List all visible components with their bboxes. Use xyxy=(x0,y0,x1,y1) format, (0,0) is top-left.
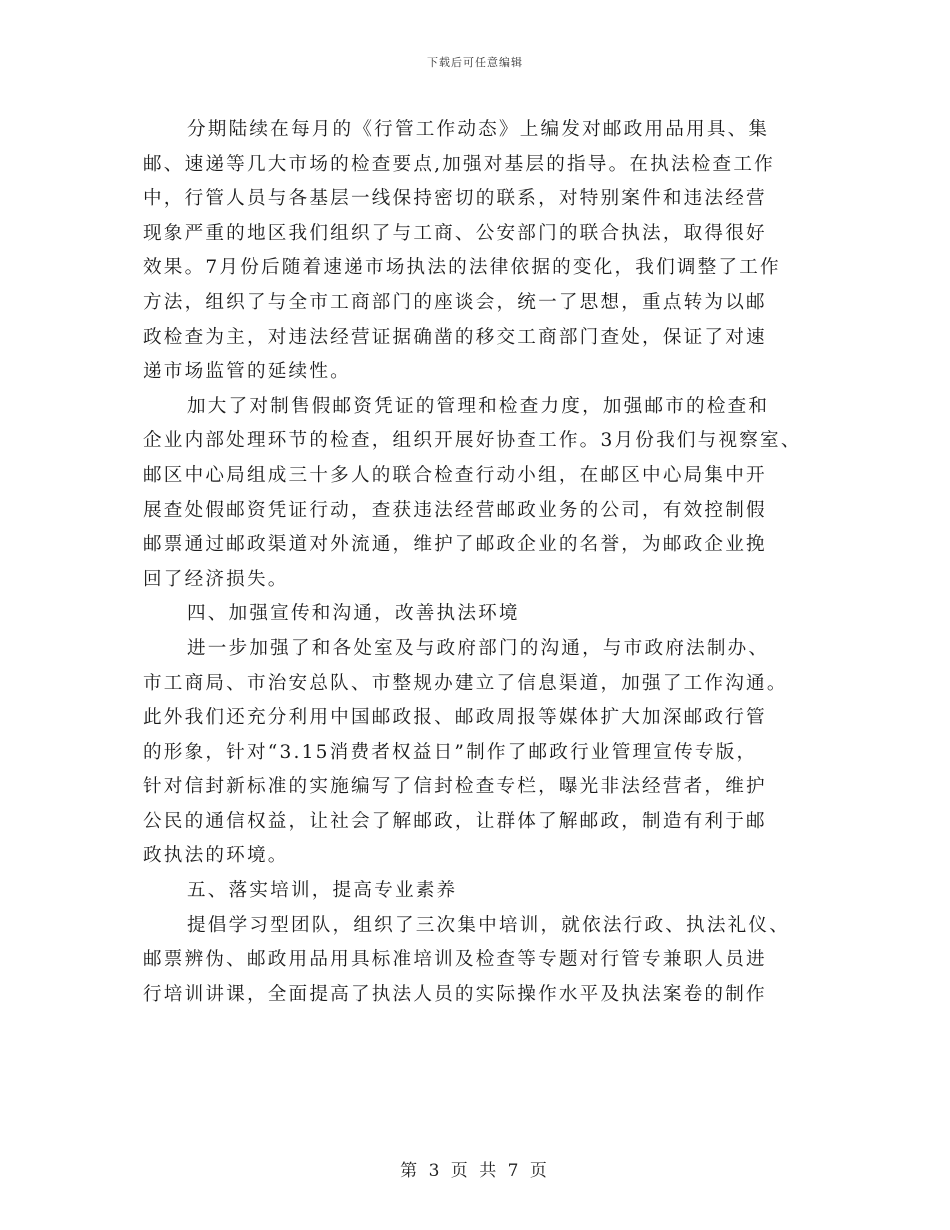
paragraph-line: 中，行管人员与各基层一线保持密切的联系，对特别案件和违法经营 xyxy=(143,188,767,210)
paragraph-line: 加大了对制售假邮资凭证的管理和检查力度，加强邮市的检查和 xyxy=(187,395,770,417)
paragraph-line: 的形象，针对“3.15消费者权益日”制作了邮政行业管理宣传专版， xyxy=(143,741,758,763)
paragraph-line: 邮、速递等几大市场的检查要点,加强对基层的指导。在执法检查工作 xyxy=(143,153,775,175)
paragraph-line: 分期陆续在每月的《行管工作动态》上编发对邮政用品用具、集 xyxy=(187,119,770,140)
paragraph-line: 此外我们还充分利用中国邮政报、邮政周报等媒体扩大加深邮政行管 xyxy=(143,707,767,729)
paragraph-line: 针对信封新标准的实施编写了信封检查专栏，曝光非法经营者，维护 xyxy=(143,776,767,798)
section-heading: 四、加强宣传和沟通，改善执法环境 xyxy=(187,603,520,625)
document-body xyxy=(143,113,808,1012)
paragraph-line: 市工商局、市治安总队、市整规办建立了信息渠道，加强了工作沟通。 xyxy=(143,672,788,694)
page-number: 第 3 页 共 7 页 xyxy=(400,1161,550,1181)
paragraph-line: 企业内部处理环节的检查，组织开展好协查工作。3月份我们与视察室、 xyxy=(143,430,802,452)
paragraph-line: 进一步加强了和各处室及与政府部门的沟通，与市政府法制办、 xyxy=(187,637,770,659)
paragraph-line: 政执法的环境。 xyxy=(143,845,289,867)
paragraph-line: 邮票通过邮政渠道对外流通，维护了邮政企业的名誉，为邮政企业挽 xyxy=(143,534,767,556)
paragraph-line: 政检查为主，对违法经营证据确凿的移交工商部门查处，保证了对速 xyxy=(143,326,767,348)
header-note: 下载后可任意编辑 xyxy=(427,56,523,69)
section-heading: 五、落实培训，提高专业素养 xyxy=(187,880,458,902)
paragraph-line: 行培训讲课，全面提高了执法人员的实际操作水平及执法案卷的制作 xyxy=(143,983,767,1005)
paragraph-line: 邮区中心局组成三十多人的联合检查行动小组，在邮区中心局集中开 xyxy=(143,464,767,486)
paragraph-line: 提倡学习型团队，组织了三次集中培训，就依法行政、执法礼仪、 xyxy=(187,914,791,936)
paragraph-line: 公民的通信权益，让社会了解邮政，让群体了解邮政，制造有利于邮 xyxy=(143,810,767,832)
paragraph-line: 方法，组织了与全市工商部门的座谈会，统一了思想，重点转为以邮 xyxy=(143,291,767,313)
paragraph-line: 递市场监管的延续性。 xyxy=(143,361,351,383)
paragraph-line: 展查处假邮资凭证行动，查获违法经营邮政业务的公司，有效控制假 xyxy=(143,499,767,521)
paragraph-line: 回了经济损失。 xyxy=(143,568,289,590)
paragraph-line: 邮票辨伪、邮政用品用具标准培训及检查等专题对行管专兼职人员进 xyxy=(143,949,767,971)
paragraph-line: 现象严重的地区我们组织了与工商、公安部门的联合执法，取得很好 xyxy=(143,222,767,244)
paragraph-line: 效果。7月份后随着速递市场执法的法律依据的变化，我们调整了工作 xyxy=(143,257,781,279)
